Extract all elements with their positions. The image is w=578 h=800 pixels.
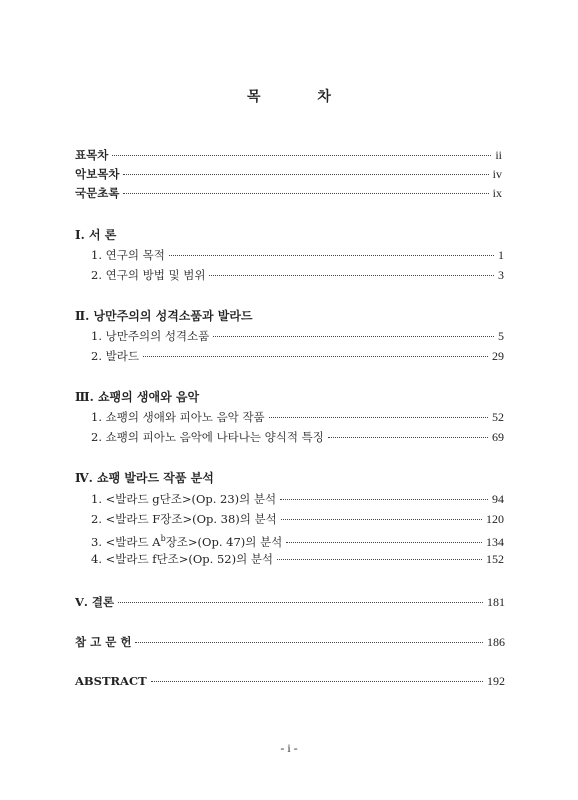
toc-entry-conclusion[interactable] [75,595,505,609]
toc-entry[interactable] [91,512,504,526]
chapter-heading[interactable]: Ⅳ. 쇼팽 발라드 작품 분석 [75,471,214,485]
leader-dots [135,642,483,643]
toc-entry-label: 1. 낭만주의의 성격소품 [91,329,210,343]
toc-entry-page: 192 [487,674,505,688]
toc-entry-page: 152 [486,552,504,566]
chapter-heading[interactable]: Ⅱ. 낭만주의의 성격소품과 발라드 [75,309,253,323]
toc-entry-page: ii [495,148,502,162]
toc-entry-page: 52 [492,410,504,424]
toc-entry-page: 181 [487,595,505,609]
toc-entry[interactable] [91,552,504,566]
toc-entry[interactable] [91,329,504,343]
leader-dots [118,602,483,603]
toc-entry[interactable] [91,410,504,424]
toc-entry-korean-abstract[interactable] [75,186,502,200]
toc-entry-label: ABSTRACT [75,674,147,688]
toc-entry-label: 1. 연구의 목적 [91,248,165,262]
leader-dots [213,336,494,337]
page-title: 목 차 [247,89,357,105]
chapter-heading[interactable]: Ⅰ. 서 론 [75,228,117,242]
toc-entry-references[interactable] [75,635,505,649]
chapter-heading[interactable]: Ⅲ. 쇼팽의 생애와 음악 [75,390,200,404]
leader-dots [277,559,482,560]
leader-dots [169,255,494,256]
leader-dots [280,499,488,500]
toc-entry[interactable] [91,492,504,506]
toc-entry-label: 1. 쇼팽의 생애와 피아노 음악 작품 [91,410,265,424]
toc-entry-list-of-tables[interactable] [75,148,502,162]
toc-entry[interactable] [91,248,504,262]
toc-entry-page: 3 [498,268,504,282]
toc-entry-page: iv [492,167,502,181]
leader-dots [209,275,494,276]
toc-entry-page: 1 [498,248,504,262]
leader-dots [151,681,483,682]
toc-entry[interactable] [91,532,504,549]
toc-entry-label: 2. <발라드 F장조>(Op. 38)의 분석 [91,512,277,526]
toc-entry-page: 69 [492,430,504,444]
toc-entry-label: 3. <발라드 $A^b$장조>(Op. 47)의 분석 [91,534,283,549]
toc-entry-page: 134 [486,534,504,549]
leader-dots [269,417,488,418]
toc-entry-label: 2. 발라드 [91,349,139,363]
toc-entry-label: 1. <발라드 g단조>(Op. 23)의 분석 [91,492,277,506]
toc-entry-label: 2. 쇼팽의 피아노 음악에 나타나는 양식적 특징 [91,430,324,444]
page-number: - i - [280,741,298,755]
leader-dots [123,174,488,175]
toc-entry-label: 악보목차 [75,167,120,181]
leader-dots [281,519,482,520]
leader-dots [112,155,491,156]
toc-entry-page: 186 [487,635,505,649]
toc-entry-list-of-scores[interactable] [75,167,502,181]
leader-dots [143,356,488,357]
toc-entry-page: 29 [492,349,504,363]
toc-entry-label: 표목차 [75,148,109,162]
toc-entry-label: 4. <발라드 f단조>(Op. 52)의 분석 [91,552,274,566]
toc-entry[interactable] [91,430,504,444]
toc-entry-page: 5 [498,329,504,343]
toc-entry-label: 2. 연구의 방법 및 범위 [91,268,206,282]
toc-entry[interactable] [91,349,504,363]
toc-entry-page: 120 [486,512,504,526]
leader-dots [123,193,488,194]
toc-entry-label: 국문초록 [75,186,120,200]
toc-entry-abstract[interactable] [75,674,505,688]
toc-entry-page: 94 [492,492,504,506]
toc-entry[interactable] [91,268,504,282]
toc-entry-label: 참 고 문 헌 [75,635,132,649]
leader-dots [286,542,482,543]
toc-entry-label: Ⅴ. 결론 [75,595,115,609]
leader-dots [328,437,488,438]
toc-entry-page: ix [492,186,502,200]
